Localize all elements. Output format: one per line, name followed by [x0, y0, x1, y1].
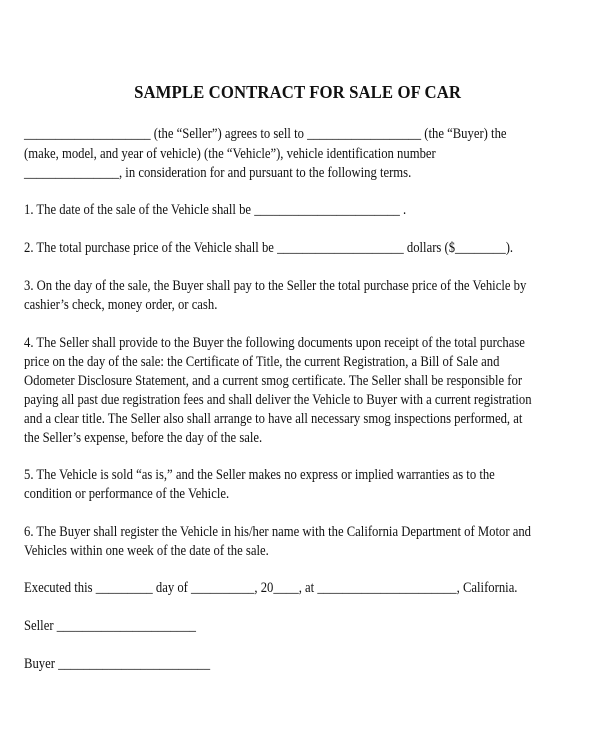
document-title: SAMPLE CONTRACT FOR SALE OF CAR [134, 82, 462, 102]
clause-6-line-2: Vehicles within one week of the date of the sale. [24, 543, 269, 559]
clause-2: 2. The total purchase price of the Vehicle shall be ____________________ dollars ($________). [24, 240, 514, 256]
clause-4-line-4: paying all past due registration fees and shall deliver the Vehicle to Buyer with a current registration [24, 392, 532, 408]
intro-line-2: (make, model, and year of vehicle) (the “Vehicle”), vehicle identification number [24, 146, 436, 162]
clause-4-line-1: 4. The Seller shall provide to the Buyer the following documents upon receipt of the total purchase [24, 335, 525, 351]
clause-1: 1. The date of the sale of the Vehicle shall be _______________________ . [24, 202, 407, 218]
clause-4-line-6: the Seller’s expense, before the day of the sale. [24, 430, 263, 446]
executed-line: Executed this _________ day of __________, 20____, at ______________________, California. [24, 580, 518, 596]
clause-5-line-1: 5. The Vehicle is sold “as is,” and the Seller makes no express or implied warranties as to the [24, 467, 495, 483]
clause-6-line-1: 6. The Buyer shall register the Vehicle in his/her name with the California Department of Motor and [24, 524, 532, 540]
seller-signature-line: Seller ______________________ [24, 618, 197, 634]
clause-3-line-1: 3. On the day of the sale, the Buyer shall pay to the Seller the total purchase price of the Vehicle by [24, 278, 527, 294]
clause-3-line-2: cashier’s check, money order, or cash. [24, 297, 218, 313]
clause-5-line-2: condition or performance of the Vehicle. [24, 486, 230, 502]
intro-line-3: _______________, in consideration for and pursuant to the following terms. [24, 165, 412, 181]
clause-4-line-3: Odometer Disclosure Statement, and a current smog certificate. The Seller shall be responsible for [24, 373, 523, 389]
clause-4-line-5: and a clear title. The Seller also shall arrange to have all necessary smog inspections performed, at [24, 411, 523, 427]
intro-line-1: ____________________ (the “Seller”) agrees to sell to __________________ (the “Buyer) the [24, 126, 507, 142]
clause-4-line-2: price on the day of the sale: the Certificate of Title, the current Registration, a Bill of Sale and [24, 354, 500, 370]
buyer-signature-line: Buyer ________________________ [24, 656, 211, 672]
